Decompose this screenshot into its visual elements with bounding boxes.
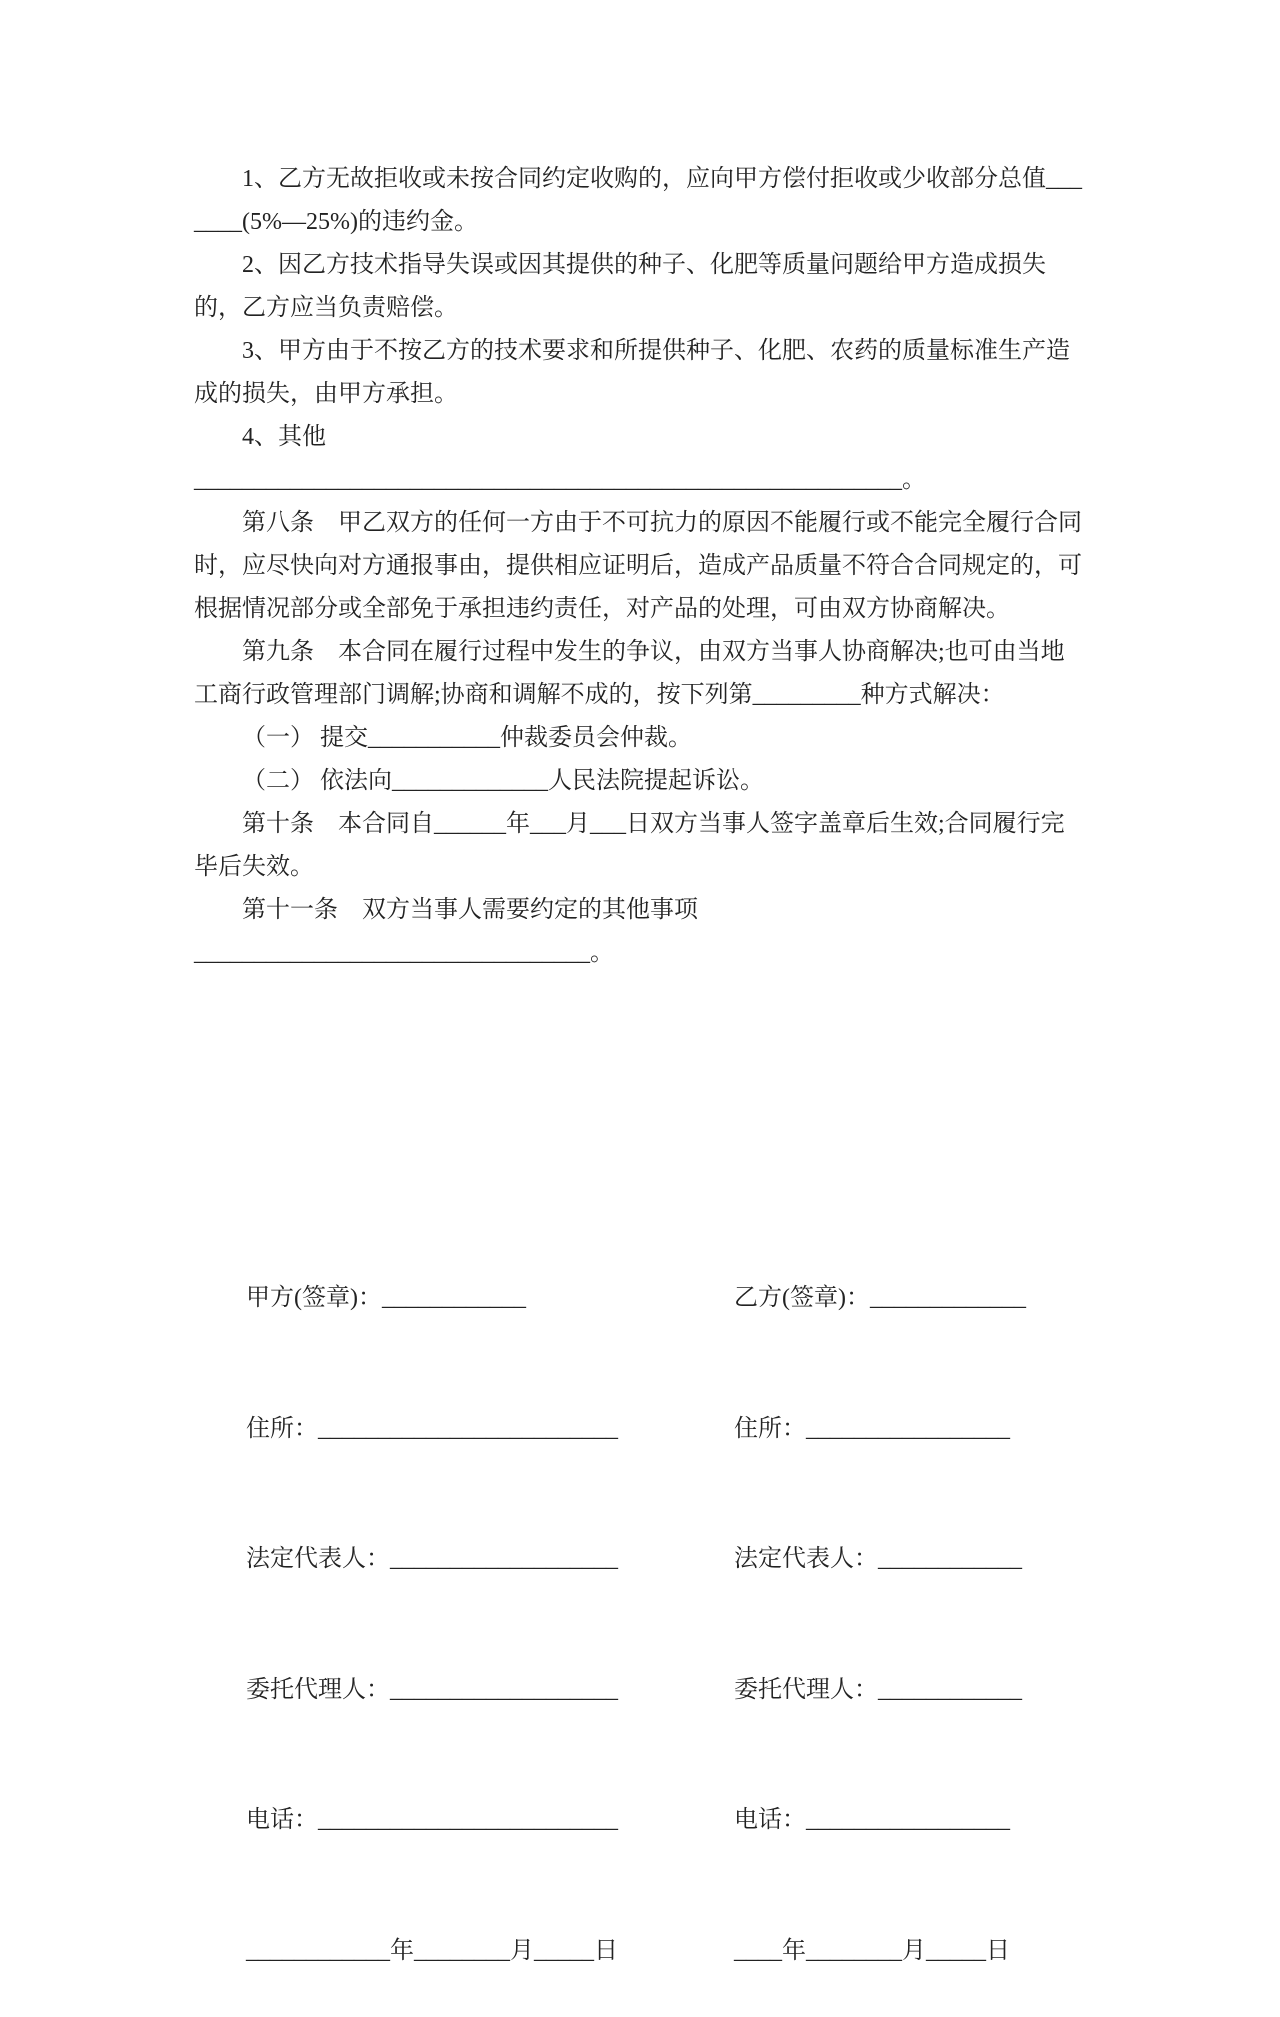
article-8: 第八条 甲乙双方的任何一方由于不可抗力的原因不能履行或不能完全履行合同时，应尽快向对方通报事由，提供相应证明后，造成产品质量不符合合同规定的，可根据情况部分或全部免于承担违约责任，对产品的处理，可由双方协商解决。	[194, 510, 1082, 622]
article-9-option-1: （一） 提交___________仲裁委员会仲裁。	[242, 725, 692, 751]
article-9-option-2: （二） 依法向_____________人民法院提起诉讼。	[242, 768, 764, 794]
party-b-date: ____年________月_____日	[734, 1937, 1010, 1964]
article-9: 第九条 本合同在履行过程中发生的争议，由双方当事人协商解决;也可由当地工商行政管理部门调解;协商和调解不成的，按下列第_________种方式解决：	[194, 639, 1065, 708]
party-b-seal: 乙方(签章)：_____________	[734, 1285, 1026, 1311]
contract-body	[194, 158, 1086, 975]
party-a-seal: 甲方(签章)：____________	[246, 1285, 526, 1311]
party-b-signature-block	[734, 1190, 1026, 2017]
party-a-address: 住所：_________________________	[246, 1415, 618, 1442]
clause-7-item-3: 3、甲方由于不按乙方的技术要求和所提供种子、化肥、农药的质量标准生产造成的损失，由甲方承担。	[194, 338, 1070, 407]
clause-7-item-1: 1、乙方无故拒收或未按合同约定收购的，应向甲方偿付拒收或少收部分总值_______(5%—25%)的违约金。	[194, 166, 1082, 235]
article-11: 第十一条 双方当事人需要约定的其他事项	[242, 897, 698, 923]
blank-line: ___________________________________________________________。	[194, 467, 926, 493]
party-a-signature-block	[246, 1190, 618, 2017]
party-a-agent: 委托代理人：___________________	[246, 1676, 618, 1703]
blank-line: _________________________________。	[194, 940, 614, 966]
party-b-agent: 委托代理人：____________	[734, 1676, 1022, 1703]
party-b-legal-rep: 法定代表人：____________	[734, 1546, 1022, 1572]
party-b-address: 住所：_________________	[734, 1415, 1010, 1442]
article-10: 第十条 本合同自______年___月___日双方当事人签字盖章后生效;合同履行完毕后失效。	[194, 811, 1065, 880]
clause-7-item-4: 4、其他	[242, 424, 326, 450]
clause-7-item-2: 2、因乙方技术指导失误或因其提供的种子、化肥等质量问题给甲方造成损失的，乙方应当负责赔偿。	[194, 252, 1046, 321]
party-a-date: ____________年________月_____日	[246, 1937, 618, 1964]
party-b-phone: 电话：_________________	[734, 1807, 1010, 1833]
party-a-legal-rep: 法定代表人：___________________	[246, 1546, 618, 1572]
party-a-phone: 电话：_________________________	[246, 1807, 618, 1833]
